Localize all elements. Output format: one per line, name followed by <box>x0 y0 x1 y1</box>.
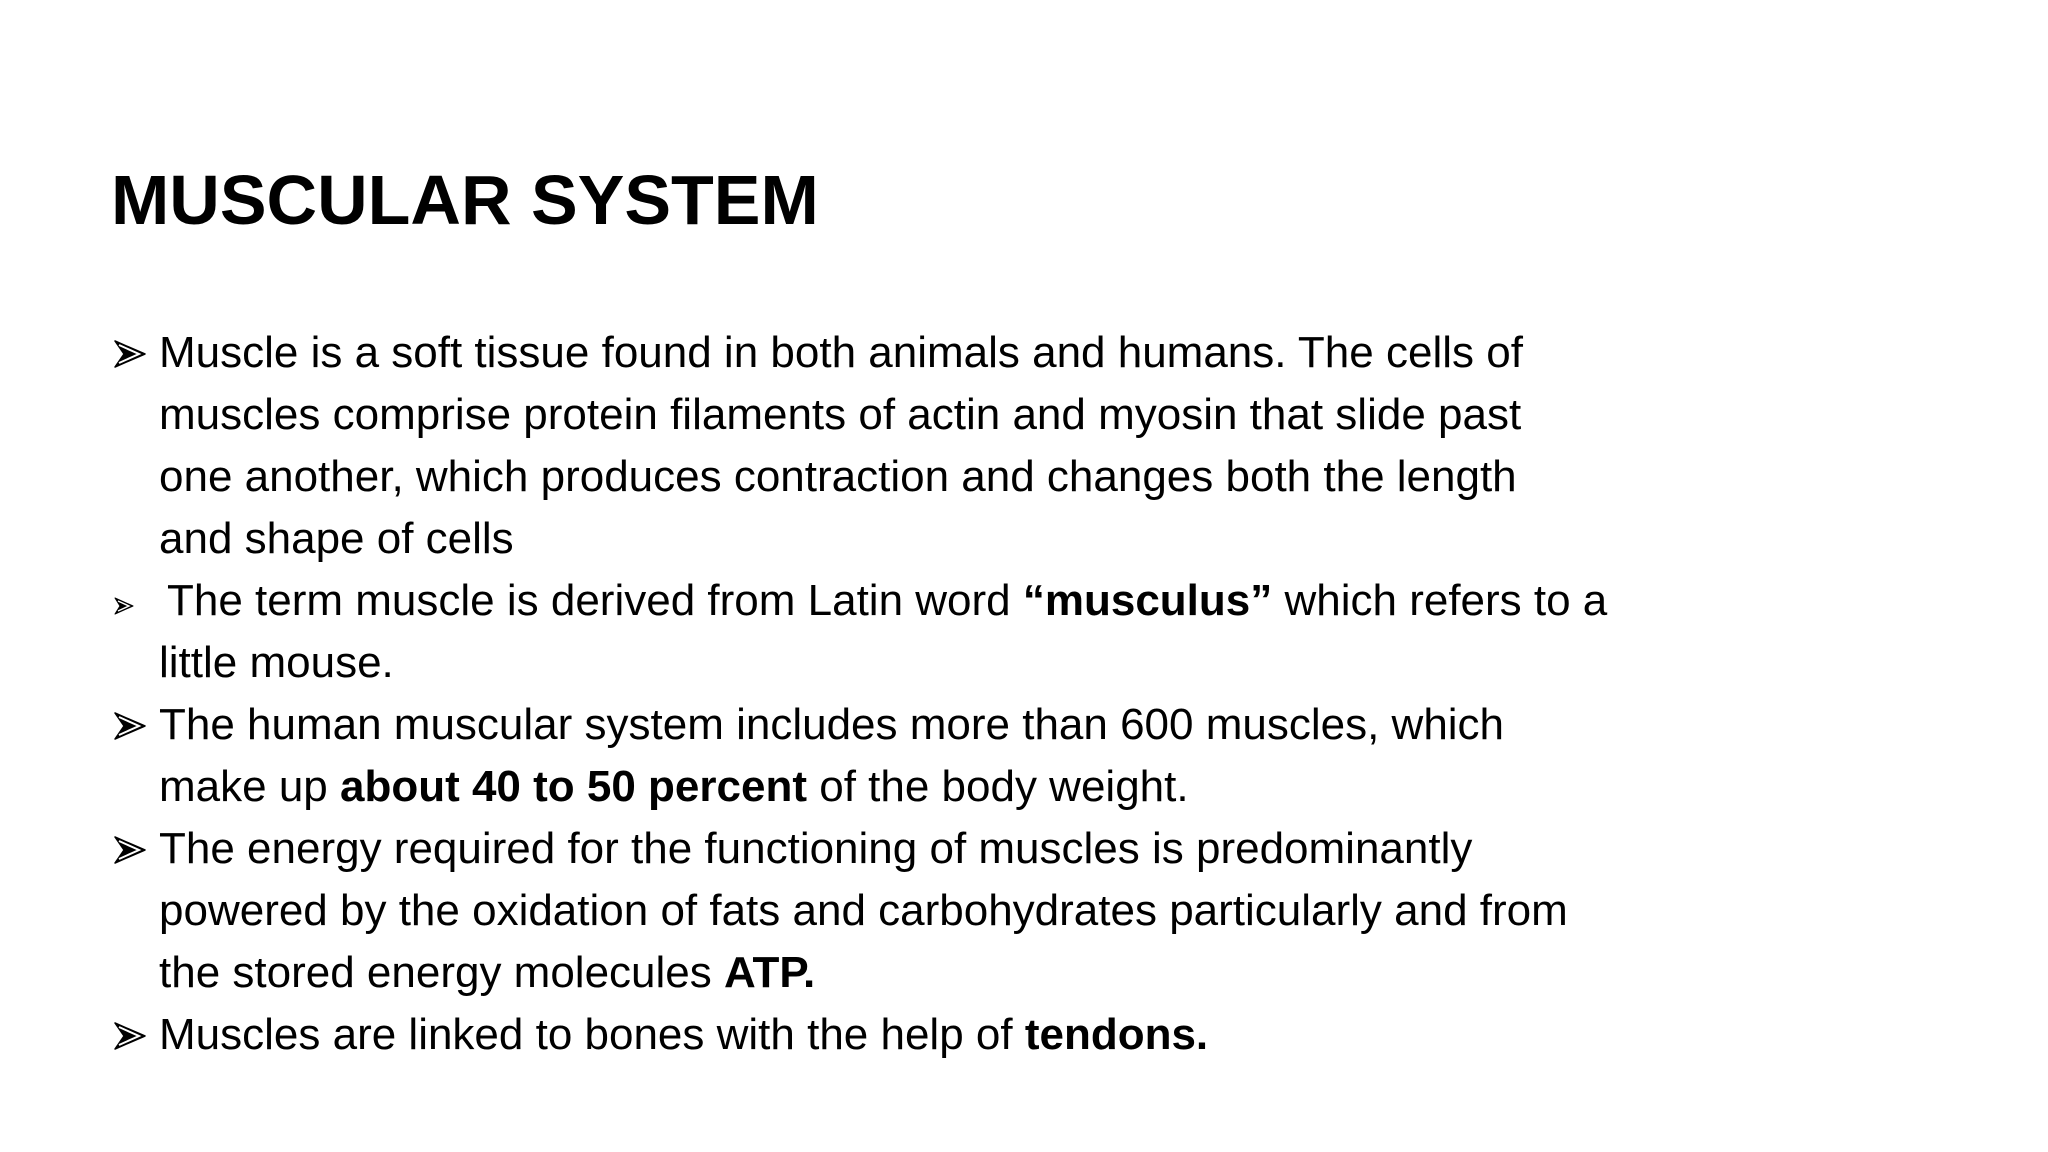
percent-bold: about 40 to 50 percent <box>339 762 807 811</box>
bullet-text-line <box>159 570 1751 632</box>
bullet-list <box>111 322 1751 1066</box>
slide-title: MUSCULAR SYSTEM <box>111 161 819 239</box>
text-segment: make up <box>159 762 340 811</box>
bullet-text-line <box>159 1004 1751 1066</box>
arrow-bullet-icon <box>111 694 151 756</box>
bullet-item-term-origin <box>111 570 1751 694</box>
text-segment: of the body weight. <box>807 762 1189 811</box>
text-segment: The term muscle is derived from Latin word <box>167 576 1023 625</box>
arrow-bullet-icon <box>111 818 151 880</box>
text-segment: Muscles are linked to bones with the help of <box>159 1010 1025 1059</box>
arrow-bullet-small-icon <box>111 570 151 632</box>
atp-bold: ATP. <box>723 948 816 997</box>
arrow-bullet-icon <box>111 1004 151 1066</box>
bullet-text-line: The human muscular system includes more than 600 muscles, which <box>159 700 1505 749</box>
bullet-text-line: powered by the oxidation of fats and carbohydrates particularly and from <box>159 886 1568 935</box>
latin-term-bold: “musculus” <box>1022 576 1273 625</box>
bullet-text-line: Muscle is a soft tissue found in both animals and humans. The cells of <box>159 328 1523 377</box>
bullet-text-line <box>159 756 1751 818</box>
bullet-item-muscle-count <box>111 694 1751 818</box>
text-segment: which refers to a <box>1272 576 1608 625</box>
bullet-item-energy <box>111 818 1751 1004</box>
bullet-text-line: and shape of cells <box>159 514 514 563</box>
bullet-text-line: muscles comprise protein filaments of actin and myosin that slide past <box>159 390 1522 439</box>
bullet-text-line: The energy required for the functioning of muscles is predominantly <box>159 824 1473 873</box>
bullet-text-line: one another, which produces contraction and changes both the length <box>159 452 1517 501</box>
tendons-bold: tendons. <box>1024 1010 1209 1059</box>
bullet-item-muscle-definition <box>111 322 1751 570</box>
bullet-text-line: little mouse. <box>159 638 394 687</box>
bullet-item-tendons <box>111 1004 1751 1066</box>
bullet-text-line <box>159 942 1751 1004</box>
text-segment: the stored energy molecules <box>159 948 724 997</box>
arrow-bullet-icon <box>111 322 151 384</box>
